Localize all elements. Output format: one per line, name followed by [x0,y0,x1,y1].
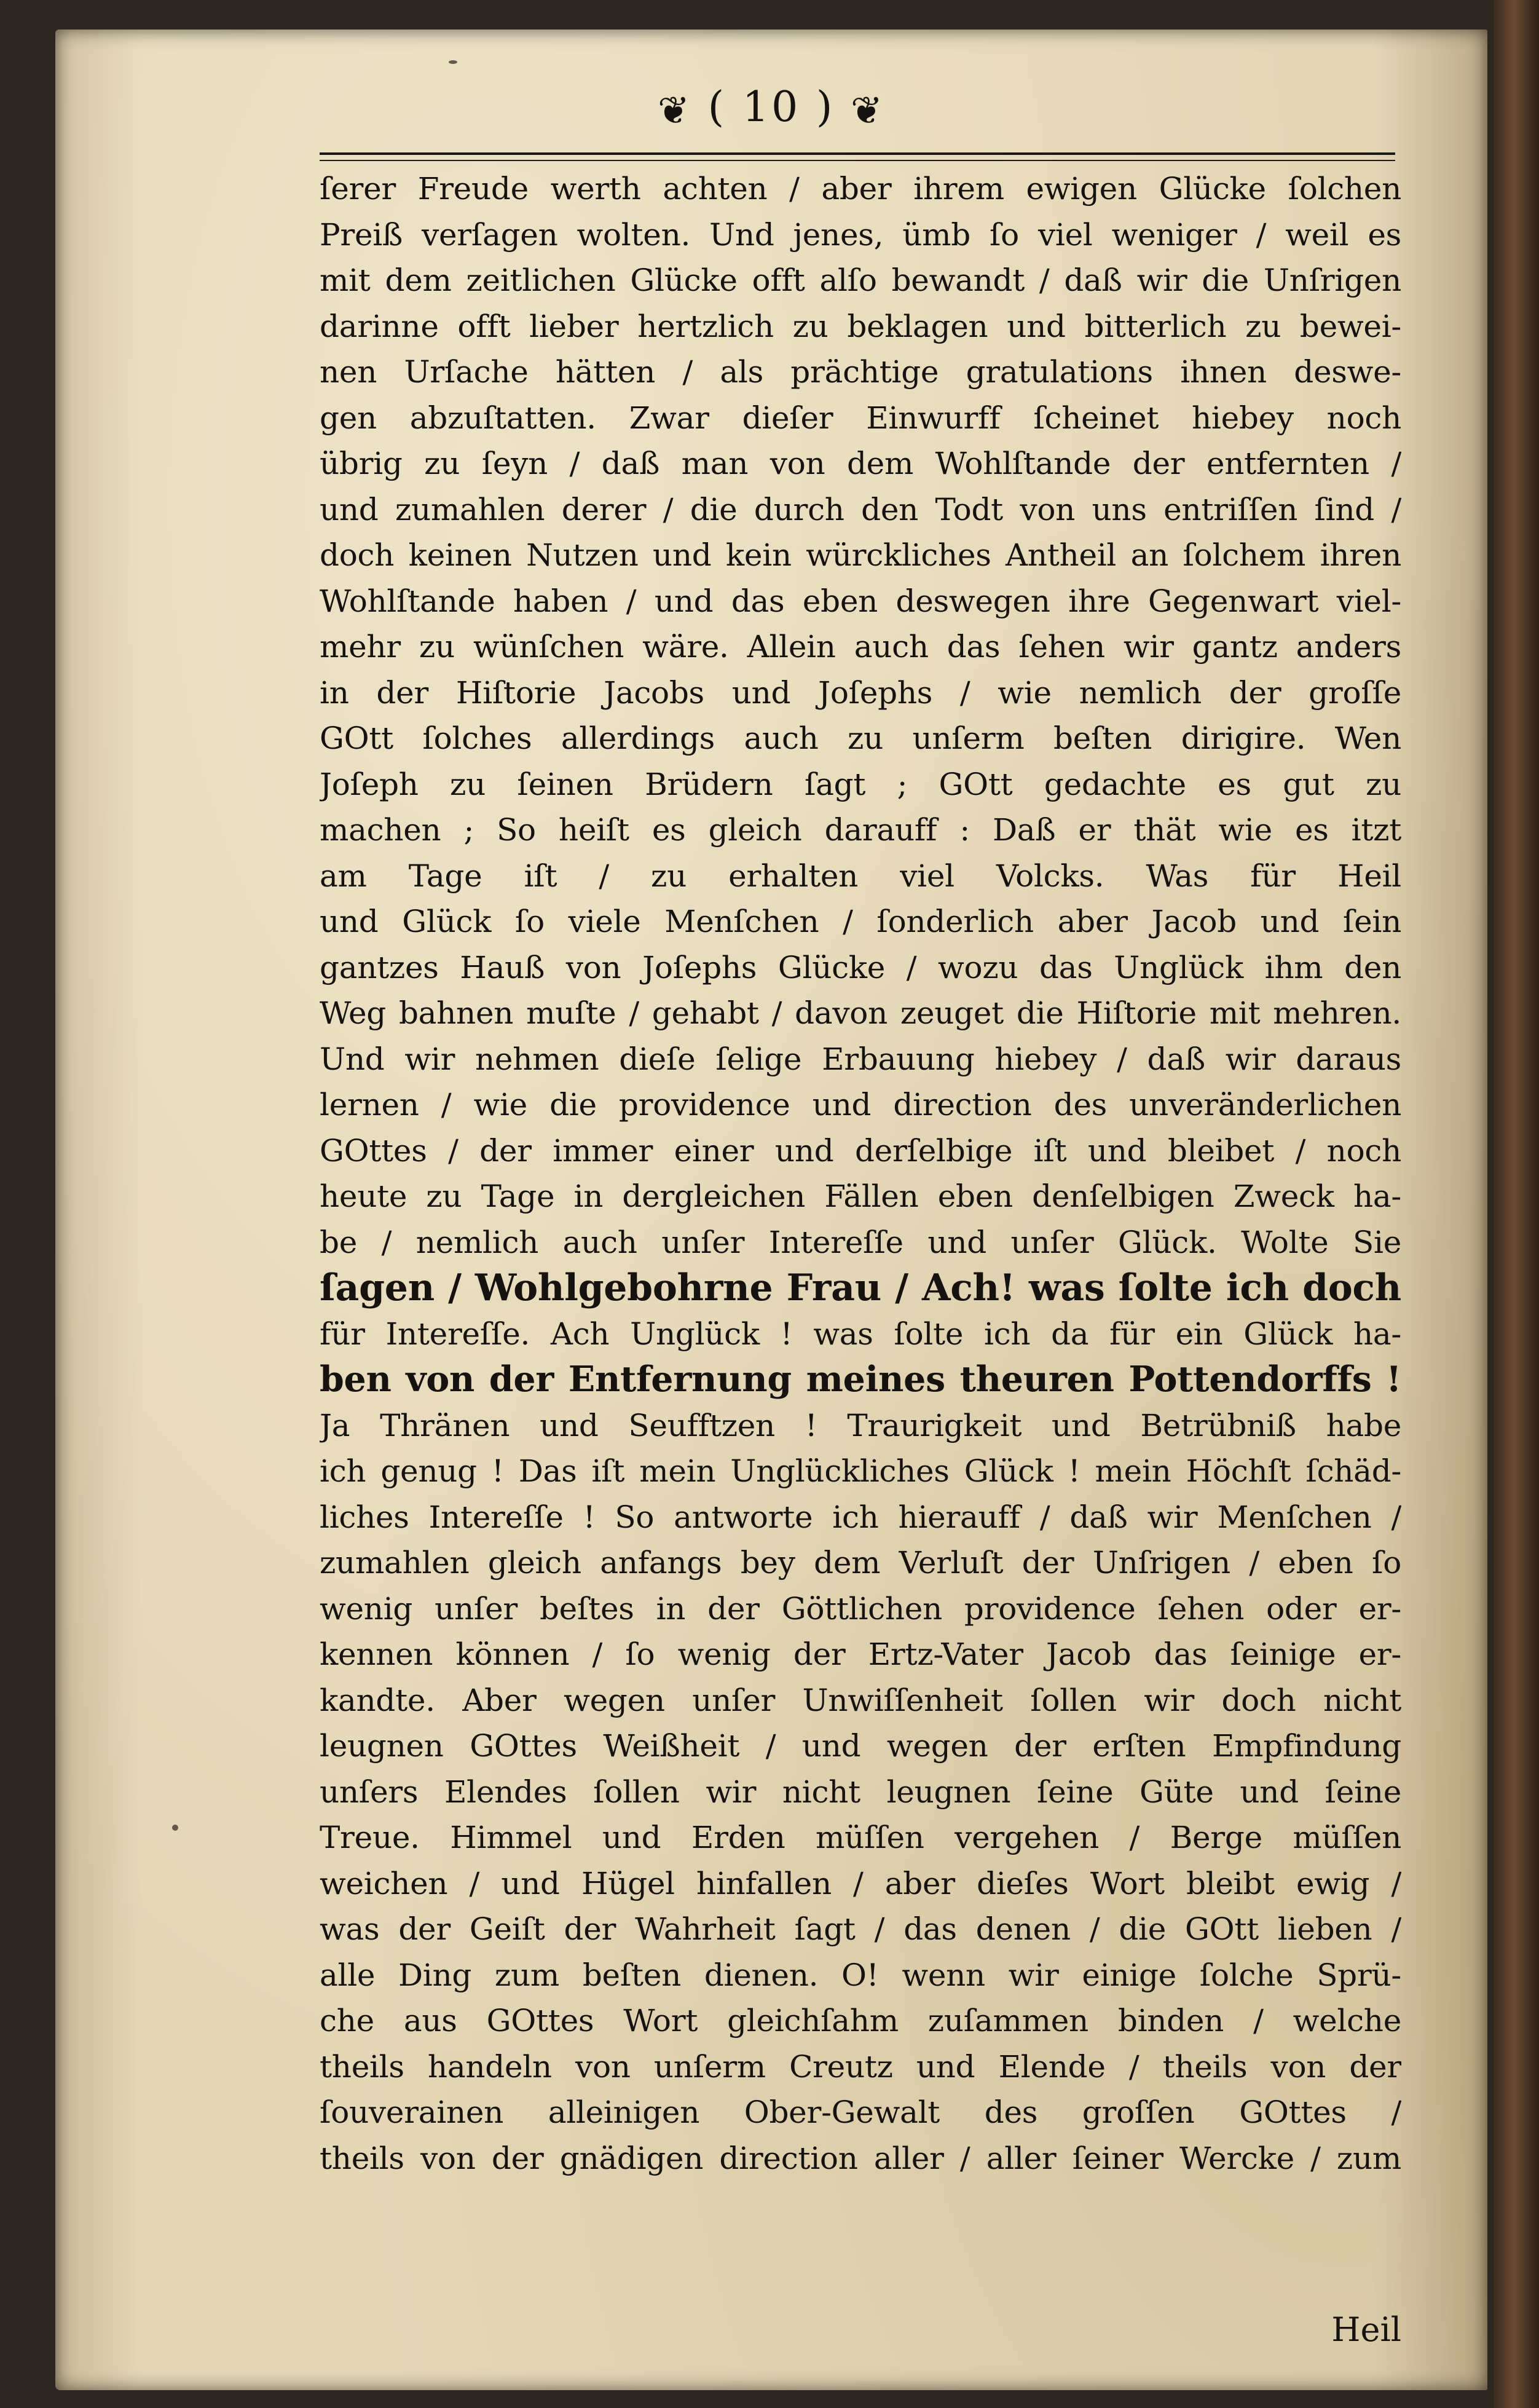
text-line: ſerer Freude werth achten / aber ihrem ewigen Glücke ſolchen [320,171,1401,207]
text-line: zumahlen gleich anfangs bey dem Verluſt der Unſrigen / eben ſo [320,1545,1401,1581]
text-line: Joſeph zu ſeinen Brüdern ſagt ; GOtt gedachte es gut zu [320,766,1401,802]
text-line: Weg bahnen muſte / gehabt / davon zeuget die Hiſtorie mit mehren. [320,995,1401,1031]
text-line: nen Urſache hätten / als prächtige gratulations ihnen deswe- [320,354,1401,390]
header-rule [320,152,1395,161]
text-line: GOtt ſolches allerdings auch zu unſerm beſten dirigire. Wen [320,720,1401,756]
text-line: lernen / wie die providence und direction des unveränderlichen [320,1087,1401,1123]
text-line: mehr zu wünſchen wäre. Allein auch das ſehen wir gantz anders [320,629,1401,665]
text-line: Treue. Himmel und Erden müſſen vergehen / Berge müſſen [320,1820,1401,1855]
text-line: darinne offt lieber hertzlich zu beklagen und bitterlich zu bewei- [320,308,1401,344]
ink-speck [449,60,457,64]
text-line: kandte. Aber wegen unſer Unwiſſenheit ſollen wir doch nicht [320,1682,1401,1718]
text-line: gantzes Hauß von Joſephs Glücke / wozu das Unglück ihm den [320,949,1401,985]
page-header [55,74,1487,141]
book-page [55,30,1487,2390]
text-line: weichen / und Hügel hinfallen / aber dieſes Wort bleibt ewig / [320,1865,1401,1901]
text-line: in der Hiſtorie Jacobs und Joſephs / wie nemlich der groſſe [320,674,1401,711]
fleuron-left-icon: ❦ [658,87,692,133]
text-line: ben von der Entfernung meines theuren Pottendorffs ! [320,1359,1401,1400]
text-line: Wohlſtande haben / und das eben deswegen ihre Gegenwart viel- [320,583,1401,619]
text-line: gen abzuſtatten. Zwar dieſer Einwurff ſcheinet hiebey noch [320,400,1401,436]
text-line: be / nemlich auch unſer Intereſſe und unſer Glück. Wolte Sie [320,1224,1401,1260]
text-line: theils von der gnädigen direction aller / aller ſeiner Wercke / zum [320,2140,1401,2176]
text-line: Ja Thränen und Seufftzen ! Traurigkeit und Betrübniß habe [320,1407,1401,1443]
text-line: ich genug ! Das iſt mein Unglückliches Glück ! mein Höchſt ſchäd- [320,1453,1401,1489]
text-line: Preiß verſagen wolten. Und jenes, ümb ſo viel weniger / weil es [320,216,1401,253]
text-line: unſers Elendes ſollen wir nicht leugnen ſeine Güte und ſeine [320,1774,1401,1810]
text-line: liches Intereſſe ! So antworte ich hierauff / daß wir Menſchen / [320,1499,1401,1535]
text-line: che aus GOttes Wort gleichſahm zuſammen binden / welche [320,2003,1401,2039]
body-text [320,166,1401,2181]
text-line: mit dem zeitlichen Glücke offt alſo bewandt / daß wir die Unſrigen [320,263,1401,298]
text-line: Und wir nehmen dieſe ſelige Erbauung hiebey / daß wir daraus [320,1041,1401,1077]
text-line: leugnen GOttes Weißheit / und wegen der erſten Empfindung [320,1728,1401,1764]
book-spine-edge [1494,0,1539,2408]
text-line: doch keinen Nutzen und kein würckliches Antheil an ſolchem ihren [320,537,1401,573]
text-line: machen ; So heiſt es gleich darauff : Daß er thät wie es itzt [320,812,1401,848]
text-line: theils handeln von unſerm Creutz und Elende / theils von der [320,2048,1401,2085]
text-line: alle Ding zum beſten dienen. O! wenn wir einige ſolche Sprü- [320,1957,1401,1993]
catchword: Heil [1331,2310,1401,2349]
ink-speck [172,1825,178,1831]
text-line: was der Geiſt der Wahrheit ſagt / das denen / die GOtt lieben / [320,1911,1401,1947]
text-line: und Glück ſo viele Menſchen / ſonderlich aber Jacob und ſein [320,904,1401,939]
text-line: kennen können / ſo wenig der Ertz-Vater Jacob das ſeinige er- [320,1636,1401,1672]
text-line: wenig unſer beſtes in der Göttlichen providence ſehen oder er- [320,1590,1401,1627]
text-line: ſagen / Wohlgebohrne Frau / Ach! was ſolte ich doch [320,1266,1401,1309]
text-line: und zumahlen derer / die durch den Todt von uns entriſſen ſind / [320,491,1401,527]
text-line: am Tage iſt / zu erhalten viel Volcks. Was für Heil [320,858,1401,894]
text-line: ſouverainen alleinigen Ober-Gewalt des groſſen GOttes / [320,2094,1401,2130]
fleuron-right-icon: ❦ [851,87,885,133]
text-line: übrig zu ſeyn / daß man von dem Wohlſtande der entfernten / [320,446,1401,481]
text-line: GOttes / der immer einer und derſelbige iſt und bleibet / noch [320,1132,1401,1169]
text-line: heute zu Tage in dergleichen Fällen eben denſelbigen Zweck ha- [320,1178,1401,1214]
page-number: ( 10 ) [707,83,835,132]
text-line: für Intereſſe. Ach Unglück ! was ſolte ich da für ein Glück ha- [320,1316,1401,1352]
